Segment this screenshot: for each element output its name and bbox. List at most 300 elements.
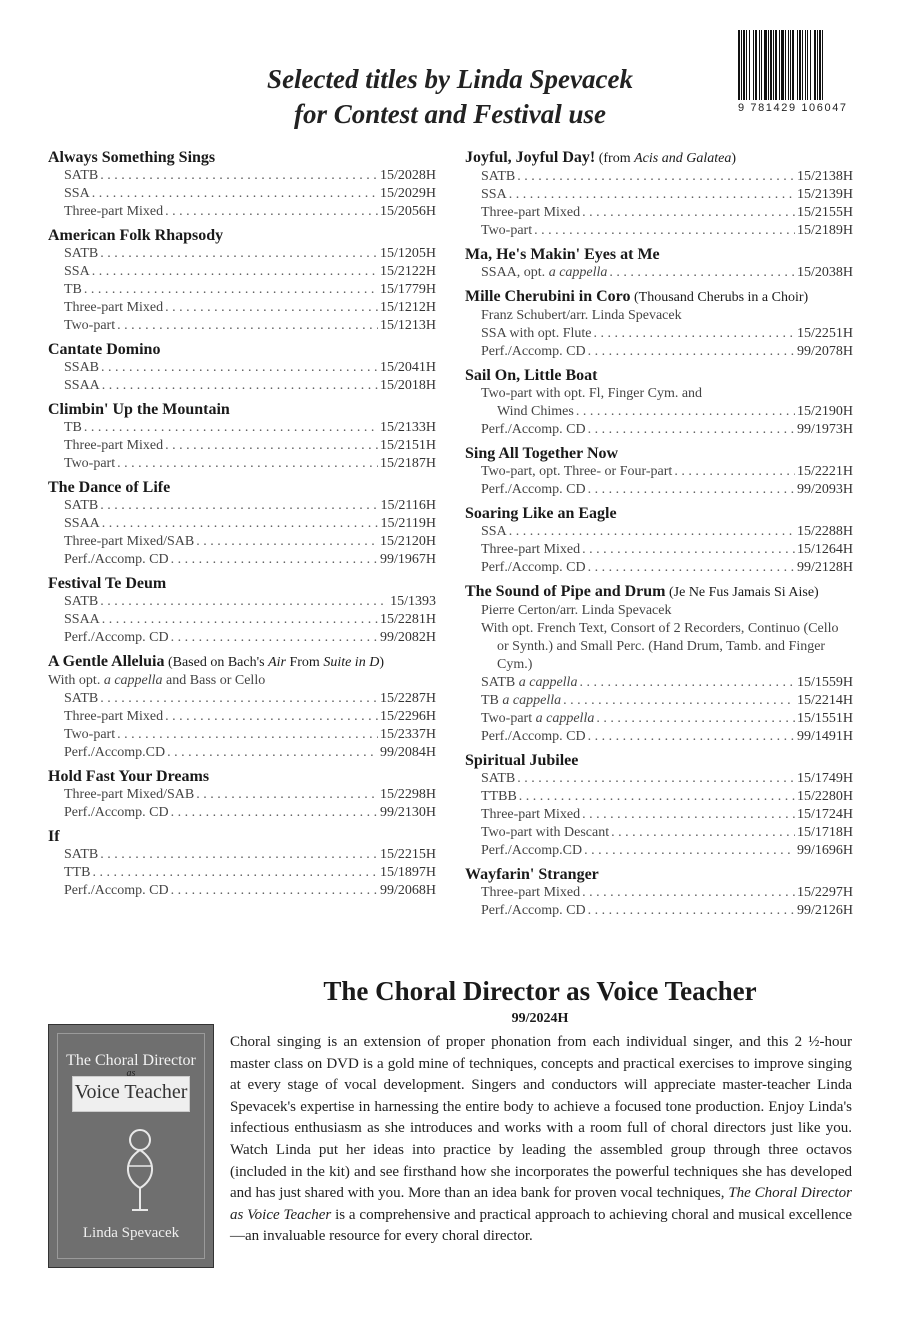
subtitle-italic: Suite in D xyxy=(323,655,380,670)
piece-title-text: The Dance of Life xyxy=(48,479,171,496)
subtitle-text: ) xyxy=(379,655,384,670)
dot-leader xyxy=(165,708,378,726)
piece-title-text: Joyful, Joyful Day! xyxy=(465,149,596,166)
voicing-text: Perf./Accomp. CD xyxy=(64,883,169,898)
edition-voicing xyxy=(64,167,98,185)
dot-leader xyxy=(100,167,378,185)
voicing-text: Two-part xyxy=(64,456,116,471)
voicing-text: Three-part Mixed xyxy=(64,709,164,724)
edition-voicing xyxy=(64,317,115,335)
edition-code: 15/2297H xyxy=(797,885,853,900)
edition-voicing xyxy=(481,186,507,204)
edition-voicing xyxy=(64,281,82,299)
voicing-italic: a cappella xyxy=(535,711,595,726)
edition-code: 99/1696H xyxy=(797,843,853,858)
title-block xyxy=(465,367,853,439)
piece-title xyxy=(48,149,436,167)
edition-code: 99/2078H xyxy=(797,344,853,359)
voicing-text: Three-part Mixed xyxy=(64,300,164,315)
edition-row xyxy=(48,744,436,762)
edition-code: 15/2221H xyxy=(797,464,853,479)
title-block xyxy=(48,575,436,647)
edition-code: 15/2119H xyxy=(380,516,436,531)
barcode-digits: 9 781429 106047 xyxy=(738,102,848,114)
edition-voicing xyxy=(64,299,163,317)
dot-leader xyxy=(84,281,378,299)
voicing-text: Three-part Mixed xyxy=(481,542,581,557)
subtitle-text: (Based on Bach's xyxy=(167,655,269,670)
edition-voicing xyxy=(64,551,169,569)
piece-title-text: Climbin' Up the Mountain xyxy=(48,401,230,418)
voicing-text: Perf./Accomp. CD xyxy=(481,344,586,359)
edition-row xyxy=(465,770,853,788)
edition-row xyxy=(465,186,853,204)
voicing-text: Three-part Mixed xyxy=(64,438,164,453)
title-block xyxy=(465,752,853,860)
edition-voicing xyxy=(481,770,515,788)
edition-code: 15/1264H xyxy=(797,542,853,557)
edition-code: 15/2288H xyxy=(797,524,853,539)
edition-code: 15/2214H xyxy=(797,693,853,708)
dot-leader xyxy=(588,902,795,920)
edition-code: 15/2029H xyxy=(380,186,436,201)
edition-row xyxy=(48,185,436,203)
title-block xyxy=(465,445,853,499)
edition-row xyxy=(48,629,436,647)
edition-row xyxy=(465,523,853,541)
feature-description xyxy=(230,1032,852,1248)
title-block xyxy=(48,768,436,822)
dot-leader xyxy=(117,317,378,335)
subtitle-italic: Acis and Galatea xyxy=(634,151,732,166)
piece-title xyxy=(48,227,436,245)
piece-note: Pierre Certon/arr. Linda Spevacek xyxy=(481,603,672,618)
dot-leader xyxy=(196,533,378,551)
piece-note xyxy=(48,672,436,690)
edition-code: 15/2287H xyxy=(380,691,436,706)
piece-subtitle xyxy=(631,290,809,305)
edition-code: 99/2128H xyxy=(797,560,853,575)
dot-leader xyxy=(517,770,795,788)
voicing-italic: a cappella xyxy=(548,265,608,280)
edition-code: 15/1551H xyxy=(797,711,853,726)
edition-code: 15/2215H xyxy=(380,847,436,862)
dot-leader xyxy=(100,593,388,611)
edition-row xyxy=(465,788,853,806)
piece-note: With opt. French Text, Consort of 2 Recorders, Continuo (Cello or Synth.) and Small Perc. (Hand Drum, Tamb. and Finger Cym.) xyxy=(481,621,839,672)
edition-code: 15/2038H xyxy=(797,265,853,280)
edition-voicing xyxy=(481,842,582,860)
edition-voicing xyxy=(64,690,98,708)
voicing-text: SSA xyxy=(481,524,507,539)
page-heading xyxy=(200,62,700,132)
voicing-text: SSAA xyxy=(64,612,100,627)
edition-code: 99/2082H xyxy=(380,630,436,645)
edition-row xyxy=(48,726,436,744)
title-block xyxy=(465,583,853,746)
edition-code: 15/2041H xyxy=(380,360,436,375)
edition-voicing xyxy=(481,788,517,806)
voicing-text: SATB xyxy=(64,847,99,862)
dot-leader xyxy=(674,463,795,481)
piece-subtitle xyxy=(164,655,384,670)
piece-title-text: Always Something Sings xyxy=(48,149,216,166)
piece-title-text: Festival Te Deum xyxy=(48,575,167,592)
edition-code: 99/1973H xyxy=(797,422,853,437)
edition-voicing xyxy=(64,185,90,203)
desc-part-1: Choral singing is an extension of proper phonation from each individual singer, and this 2 ½-hour master class on DVD is a gold mine of techniques, concepts and practical exercises to improve singing at every stage of vocal development. Singers and conductors will appreciate master-teacher Linda Spevacek's expertise in harnessing the entire body to achieve a focused tone production. Enjoy Linda's infectious enthusiasm as she introduces and works with a room full of choral directors just like you. Watch Linda put her ideas into practice by leading the assembled group through three octavos (included in the kit) and see firsthand how she incorporates the powerful techniques she has developed and has just shared with you. More than an idea bank for proven vocal techniques, xyxy=(230,1034,852,1202)
dot-leader xyxy=(102,515,379,533)
piece-title xyxy=(465,246,853,264)
edition-voicing xyxy=(497,403,574,421)
dot-leader xyxy=(582,541,795,559)
dot-leader xyxy=(171,882,378,900)
voicing-text: SATB xyxy=(64,691,99,706)
title-block xyxy=(48,479,436,569)
piece-title xyxy=(465,583,853,602)
voicing-text: Two-part xyxy=(64,318,116,333)
voicing-text: TTBB xyxy=(481,789,517,804)
note-text: and Bass or Cello xyxy=(162,673,266,688)
edition-row xyxy=(48,611,436,629)
voicing-text: Three-part Mixed xyxy=(481,205,581,220)
title-block xyxy=(465,246,853,282)
piece-title-text: Sing All Together Now xyxy=(465,445,619,462)
edition-code: 15/1212H xyxy=(380,300,436,315)
voicing-text: SSA xyxy=(481,187,507,202)
edition-code: 15/2189H xyxy=(797,223,853,238)
dot-leader xyxy=(100,497,378,515)
edition-row xyxy=(465,204,853,222)
edition-code: 15/2122H xyxy=(380,264,436,279)
edition-row xyxy=(465,403,853,421)
dot-leader xyxy=(596,710,795,728)
dot-leader xyxy=(102,377,378,395)
dot-leader xyxy=(101,359,378,377)
voicing-text: SSA xyxy=(64,264,90,279)
subtitle-text: (Je Ne Fus Jamais Si Aise) xyxy=(669,585,819,600)
edition-row xyxy=(465,674,853,692)
edition-row xyxy=(48,882,436,900)
piece-note: Two-part with opt. Fl, Finger Cym. and xyxy=(481,386,703,401)
voicing-text: Three-part Mixed/SAB xyxy=(64,534,195,549)
edition-voicing xyxy=(64,245,98,263)
edition-voicing xyxy=(64,611,100,629)
edition-row xyxy=(465,884,853,902)
edition-voicing xyxy=(481,222,532,240)
edition-code: 15/2028H xyxy=(380,168,436,183)
cover-figure-icon xyxy=(108,1118,172,1214)
voicing-text: TTB xyxy=(64,865,91,880)
edition-code: 15/2187H xyxy=(380,456,436,471)
edition-row xyxy=(48,593,436,611)
barcode-bar xyxy=(823,30,825,100)
voicing-text: Wind Chimes xyxy=(497,404,574,419)
piece-title xyxy=(48,401,436,419)
edition-voicing xyxy=(64,804,169,822)
feature-title: The Choral Director as Voice Teacher xyxy=(323,976,757,1006)
edition-voicing xyxy=(481,902,586,920)
edition-row xyxy=(465,343,853,361)
voicing-text: SSAA, opt. xyxy=(481,265,549,280)
dot-leader xyxy=(92,185,378,203)
piece-title-text: Ma, He's Makin' Eyes at Me xyxy=(465,246,660,263)
edition-code: 15/1724H xyxy=(797,807,853,822)
edition-row xyxy=(465,463,853,481)
edition-code: 15/2139H xyxy=(797,187,853,202)
piece-title-text: Sail On, Little Boat xyxy=(465,367,598,384)
piece-title-text: If xyxy=(48,828,60,845)
edition-row xyxy=(48,203,436,221)
edition-row xyxy=(465,824,853,842)
subtitle-text: From xyxy=(285,655,324,670)
dot-leader xyxy=(100,846,378,864)
edition-row xyxy=(465,325,853,343)
edition-voicing xyxy=(64,744,165,762)
edition-row xyxy=(48,437,436,455)
piece-title-text: American Folk Rhapsody xyxy=(48,227,224,244)
voicing-text: Perf./Accomp.CD xyxy=(481,843,583,858)
cover-author: Linda Spevacek xyxy=(82,1225,180,1241)
piece-title xyxy=(465,288,853,307)
dot-leader xyxy=(165,437,378,455)
edition-row xyxy=(48,359,436,377)
edition-voicing xyxy=(481,541,580,559)
dvd-cover-image xyxy=(48,1024,214,1268)
voicing-text: Perf./Accomp. CD xyxy=(481,560,586,575)
dot-leader xyxy=(171,551,378,569)
voicing-text: SSAA xyxy=(64,516,100,531)
piece-title xyxy=(48,653,436,672)
edition-row xyxy=(48,690,436,708)
edition-voicing xyxy=(481,264,607,282)
edition-row xyxy=(48,497,436,515)
piece-subtitle xyxy=(666,585,819,600)
dot-leader xyxy=(609,264,795,282)
edition-code: 15/2298H xyxy=(380,787,436,802)
title-block xyxy=(48,149,436,221)
edition-code: 99/2093H xyxy=(797,482,853,497)
title-block xyxy=(48,341,436,395)
piece-title xyxy=(465,149,853,168)
edition-row xyxy=(48,263,436,281)
edition-row xyxy=(48,864,436,882)
edition-voicing xyxy=(481,463,672,481)
dot-leader xyxy=(196,786,378,804)
barcode-bars xyxy=(738,30,866,100)
edition-code: 15/1749H xyxy=(797,771,853,786)
piece-note: Franz Schubert/arr. Linda Spevacek xyxy=(481,308,682,323)
edition-voicing xyxy=(64,203,163,221)
title-block xyxy=(465,149,853,240)
dot-leader xyxy=(584,842,795,860)
cover-title-line-1: The Choral Director xyxy=(66,1052,196,1069)
edition-row xyxy=(465,421,853,439)
dot-leader xyxy=(92,263,378,281)
edition-voicing xyxy=(64,263,90,281)
note-italic: a cappella xyxy=(103,673,163,688)
voicing-text: SSA with opt. Flute xyxy=(481,326,592,341)
edition-voicing xyxy=(481,728,586,746)
title-block xyxy=(48,227,436,335)
voicing-text: SATB xyxy=(64,168,99,183)
edition-code: 99/2068H xyxy=(380,883,436,898)
edition-code: 15/2280H xyxy=(797,789,853,804)
voicing-text: SATB xyxy=(64,246,99,261)
edition-code: 99/2084H xyxy=(380,745,436,760)
edition-code: 99/2130H xyxy=(380,805,436,820)
title-block xyxy=(465,505,853,577)
voicing-text: Two-part with Descant xyxy=(481,825,610,840)
edition-code: 99/1967H xyxy=(380,552,436,567)
dot-leader xyxy=(588,421,795,439)
piece-title-text: Mille Cherubini in Coro xyxy=(465,288,631,305)
edition-row xyxy=(48,299,436,317)
edition-voicing xyxy=(64,497,98,515)
piece-title-text: Cantate Domino xyxy=(48,341,161,358)
dot-leader xyxy=(582,884,795,902)
edition-code: 15/2155H xyxy=(797,205,853,220)
piece-title-text: Hold Fast Your Dreams xyxy=(48,768,210,785)
subtitle-text: ) xyxy=(731,151,737,166)
edition-code: 15/2251H xyxy=(797,326,853,341)
isbn-barcode xyxy=(738,30,866,122)
edition-voicing xyxy=(481,481,586,499)
voicing-text: TB xyxy=(64,420,82,435)
dot-leader xyxy=(509,186,795,204)
edition-row xyxy=(48,708,436,726)
dot-leader xyxy=(519,788,795,806)
edition-code: 15/2281H xyxy=(380,612,436,627)
voicing-text: SATB xyxy=(64,594,99,609)
piece-title xyxy=(465,752,853,770)
edition-code: 15/2296H xyxy=(380,709,436,724)
dot-leader xyxy=(611,824,795,842)
dot-leader xyxy=(84,419,378,437)
edition-voicing xyxy=(481,559,586,577)
dot-leader xyxy=(509,523,795,541)
title-block xyxy=(48,828,436,900)
subtitle-italic: Air xyxy=(268,655,286,670)
title-block xyxy=(48,401,436,473)
edition-row xyxy=(48,551,436,569)
piece-title xyxy=(48,341,436,359)
edition-code: 15/1559H xyxy=(797,675,853,690)
edition-voicing xyxy=(64,419,82,437)
dot-leader xyxy=(579,674,795,692)
voicing-text: Two-part xyxy=(481,711,536,726)
edition-code: 15/2116H xyxy=(380,498,436,513)
edition-code: 15/2120H xyxy=(380,534,436,549)
dot-leader xyxy=(167,744,378,762)
edition-code: 15/2056H xyxy=(380,204,436,219)
edition-voicing xyxy=(481,710,594,728)
dot-leader xyxy=(582,204,795,222)
voicing-text: SSAB xyxy=(64,360,100,375)
edition-voicing xyxy=(64,708,163,726)
note-text: With opt. xyxy=(48,673,104,688)
title-block xyxy=(465,866,853,920)
edition-row xyxy=(465,559,853,577)
edition-row xyxy=(48,804,436,822)
edition-row xyxy=(48,419,436,437)
edition-voicing xyxy=(481,824,609,842)
edition-voicing xyxy=(64,533,194,551)
title-block xyxy=(465,288,853,361)
dot-leader xyxy=(100,245,378,263)
edition-voicing xyxy=(64,846,98,864)
edition-code: 15/1213H xyxy=(380,318,436,333)
edition-row xyxy=(465,541,853,559)
subtitle-text: (from xyxy=(598,151,635,166)
edition-row xyxy=(48,245,436,263)
edition-voicing xyxy=(481,692,561,710)
edition-voicing xyxy=(481,523,507,541)
dot-leader xyxy=(117,455,378,473)
piece-title-text: Soaring Like an Eagle xyxy=(465,505,617,522)
voicing-text: Two-part, opt. Three- or Four-part xyxy=(481,464,673,479)
left-title-column xyxy=(48,149,436,906)
dot-leader xyxy=(102,611,378,629)
voicing-text: Three-part Mixed/SAB xyxy=(64,787,195,802)
desc-italic-title: The Choral Director as Voice Teacher xyxy=(230,1185,852,1223)
piece-title-text: The Sound of Pipe and Drum xyxy=(465,583,666,600)
heading-line-1: Selected titles by Linda Spevacek xyxy=(267,64,633,94)
edition-voicing xyxy=(64,629,169,647)
piece-title xyxy=(465,505,853,523)
cover-frame xyxy=(57,1033,205,1259)
voicing-text: SSA xyxy=(64,186,90,201)
edition-row xyxy=(465,264,853,282)
dot-leader xyxy=(171,804,378,822)
edition-code: 15/1897H xyxy=(380,865,436,880)
dot-leader xyxy=(563,692,795,710)
edition-row xyxy=(48,515,436,533)
dot-leader xyxy=(588,728,795,746)
edition-code: 15/2190H xyxy=(797,404,853,419)
cover-title-line-2: Voice Teacher xyxy=(74,1081,188,1103)
voicing-text: Three-part Mixed xyxy=(64,204,164,219)
cover-title-as: as xyxy=(126,1068,136,1079)
edition-code: 15/2337H xyxy=(380,727,436,742)
edition-voicing xyxy=(481,168,515,186)
voicing-italic: a cappella xyxy=(502,693,562,708)
edition-voicing xyxy=(64,437,163,455)
edition-code: 15/1205H xyxy=(380,246,436,261)
edition-voicing xyxy=(481,325,591,343)
piece-title xyxy=(48,768,436,786)
edition-voicing xyxy=(481,343,586,361)
voicing-text: SATB xyxy=(64,498,99,513)
edition-voicing xyxy=(64,593,98,611)
voicing-text: Perf./Accomp. CD xyxy=(64,552,169,567)
desc-part-2: is a comprehensive and practical approach to achieving choral and musical excellence—an invaluable resource for every choral director. xyxy=(230,1206,852,1245)
edition-voicing xyxy=(64,455,115,473)
dot-leader xyxy=(588,481,795,499)
dot-leader xyxy=(171,629,378,647)
edition-voicing xyxy=(64,359,99,377)
edition-row xyxy=(48,167,436,185)
edition-code: 15/1779H xyxy=(380,282,436,297)
edition-voicing xyxy=(64,882,169,900)
voicing-text: SSAA xyxy=(64,378,100,393)
edition-row xyxy=(48,377,436,395)
dot-leader xyxy=(165,299,378,317)
edition-row xyxy=(465,710,853,728)
dot-leader xyxy=(588,559,795,577)
dot-leader xyxy=(534,222,795,240)
piece-title xyxy=(48,479,436,497)
